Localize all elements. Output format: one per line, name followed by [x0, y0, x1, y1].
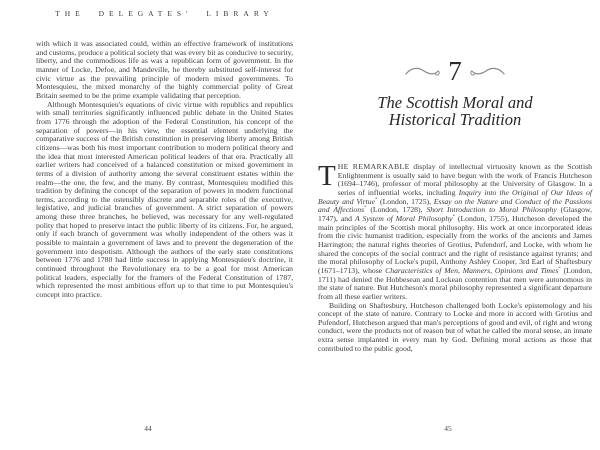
paragraph-text: with which it was associated could, within an effective framework of institutions and customs, produce a political society that was every bit as conducive to security, liberty, and the commodious life as was a republican form of government. In the manner of Locke, Defoe, and Mandeville, he thereby substituted self-interest for civic virtue as the prevailing principle of modern mixed governments. To Montesquieu, the mixed monarchy of the highly commercial polity of Great Britain seemed to be the prime example validating that perception.: [36, 39, 293, 100]
running-header: THE DELEGATES' LIBRARY: [55, 9, 274, 18]
paragraph: [318, 302, 592, 354]
paragraph: [36, 101, 293, 300]
page-number-left: 44: [144, 424, 152, 433]
paragraph-text: HE REMARKABLE display of intellectual virtuosity known as the Scottish Enlightenment is usually said to have begun with the work of Francis Hutcheson (1694–1746), professor of moral philosophy at the University of Glasgow. In a series of influential works, including Inquiry into the Original of Our Ideas of Beauty and Virtue* (London, 1725), Essay on the Nature and Conduct of the Passions and Affections* (London, 1728), Short Introduction to Moral Philosophy (Glasgow, 1747), and A System of Moral Philosophy* (London, 1755), Hutcheson developed the main principles of the Scottish moral philosophy. His work at once incorporated ideas from the civic humanist tradition, especially from the works of the ancients and James Harrington; the natural rights theories of Grotius, Pufendorf, and Locke, with whom he shared the concepts of the social contract and the right of resistance against tyrants; and the moral philosophy of Locke's pupil, Anthony Ashley Cooper, 3rd Earl of Shaftesbury (1671–1713), whose Characteristics of Men, Manners, Opinions and Times* (London, 1711) had denied the Hobbesean and Lockean contention that men were autonomous in the state of nature. But Hutcheson's moral philosophy represented a significant departure from all these earlier writers.: [318, 162, 593, 301]
paragraph-dropcap: [318, 160, 593, 302]
chapter-number: 7: [448, 56, 462, 86]
paragraph-text: Although Montesquieu's equations of civic virtue with republics and republics with small territories significantly influenced public debate in the United States from 1776 through the adoption of the Federal Constitution, his concept of the separation of powers—in his view, the essential element underlying the comparative success of the British constitution in preserving liberty among British citizens—was both his most important contribution to modern political theory and the idea that most interested American political leaders of that era. Practically all earlier writers had conceived of a balanced constitution or mixed government in terms of a division of authority among the several constituent estates within the realm—the one, the few, and the many. By contrast, Montesquieu modified this tradition by defining the concept of the separation of powers in modern functional terms, according to the ostensibly discrete and separable roles of the executive, legislative, and judicial branches of government. A strict separation of powers among these three branches, he believed, was necessary for any well-regulated polity that hoped to preserve intact the public liberty of its citizens. For, he argued, only if each branch of government was wholly independent of the others was it possible to maintain a government of laws and to prevent the degeneration of the government into despotism. Although the authors of the early state constitutions between 1776 and 1780 had little success in applying Montesquieu's doctrine, it continued throughout the Revolutionary era to be a goal for most American political leaders, especially for the framers of the Federal Constitution of 1787, which represented the most ambitious effort up to that time to put Montesquieu's concept into practice.: [36, 99, 293, 300]
chapter-title-line1: The Scottish Moral and: [377, 93, 533, 112]
paragraph-text: Building on Shaftesbury, Hutcheson challenged both Locke's epistemology and his concept of the state of nature. Contrary to Locke and more in accord with Grotius and Pufendorf, Hutcheson argued that man's perceptions of good and evil, of right and wrong conduct, were the products not of reason but of what he called the moral sense, an innate extra sense implanted in every man by God. Defining moral actions as those that contributed to the public good,: [318, 300, 592, 353]
paragraph: [36, 40, 293, 101]
chapter-title: [318, 94, 592, 128]
right-page-text: [318, 160, 593, 353]
left-page-text: [36, 40, 293, 300]
drop-cap: T: [318, 160, 336, 192]
chapter-heading: [318, 56, 592, 128]
chapter-number-row: [318, 56, 592, 86]
chapter-title-line2: Historical Tradition: [388, 110, 522, 129]
flourish-right-icon: [467, 64, 505, 78]
page-number-right: 45: [444, 424, 452, 433]
flourish-left-icon: [405, 64, 443, 78]
